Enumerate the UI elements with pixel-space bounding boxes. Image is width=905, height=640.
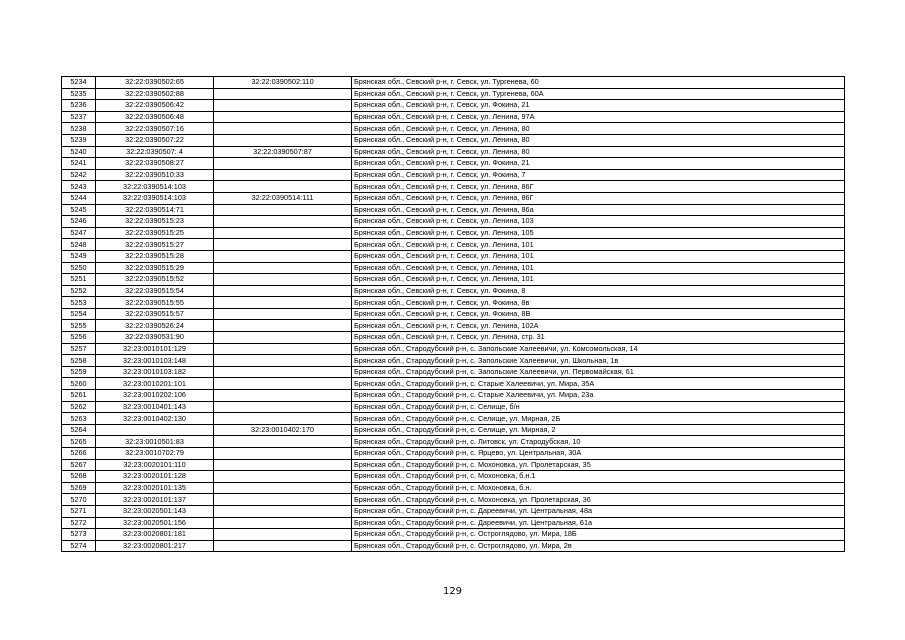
parent-cadastral-number-cell — [214, 181, 352, 193]
parent-cadastral-number-cell — [214, 505, 352, 517]
address-cell: Брянская обл., Стародубский р-н, с. Остроглядово, ул. Мира, 2в — [352, 540, 845, 552]
row-number-cell: 5256 — [62, 332, 96, 344]
cadastral-number-cell: 32:23:0020501:143 — [96, 505, 214, 517]
parent-cadastral-number-cell — [214, 169, 352, 181]
parent-cadastral-number-cell — [214, 366, 352, 378]
table-row — [62, 77, 845, 89]
address-cell: Брянская обл., Севский р-н, г. Севск, ул. Ленина, 80 — [352, 123, 845, 135]
table-row — [62, 100, 845, 112]
row-number-cell: 5240 — [62, 146, 96, 158]
cadastral-number-cell: 32:22:0390515:27 — [96, 239, 214, 251]
cadastral-number-cell: 32:22:0390515:57 — [96, 308, 214, 320]
cadastral-number-cell: 32:22:0390514:103 — [96, 181, 214, 193]
parent-cadastral-number-cell — [214, 378, 352, 390]
cadastral-number-cell: 32:23:0010202:106 — [96, 390, 214, 402]
cadastral-number-cell: 32:22:0390502:65 — [96, 77, 214, 89]
registry-table — [61, 76, 845, 552]
cadastral-number-cell: 32:22:0390515:25 — [96, 227, 214, 239]
row-number-cell: 5269 — [62, 482, 96, 494]
table-row — [62, 401, 845, 413]
parent-cadastral-number-cell: 32:22:0390507:87 — [214, 146, 352, 158]
row-number-cell: 5271 — [62, 505, 96, 517]
address-cell: Брянская обл., Стародубский р-н, с. Дареевичи, ул. Центральная, 61а — [352, 517, 845, 529]
cadastral-number-cell: 32:23:0010501:83 — [96, 436, 214, 448]
address-cell: Брянская обл., Севский р-н, г. Севск, ул. Тургенева, 60А — [352, 88, 845, 100]
table-row — [62, 471, 845, 483]
row-number-cell: 5252 — [62, 285, 96, 297]
row-number-cell: 5237 — [62, 111, 96, 123]
table-row — [62, 158, 845, 170]
address-cell: Брянская обл., Стародубский р-н, с. Селище, ул. Мирная, 2Б — [352, 413, 845, 425]
parent-cadastral-number-cell — [214, 482, 352, 494]
row-number-cell: 5250 — [62, 262, 96, 274]
address-cell: Брянская обл., Севский р-н, г. Севск, ул. Ленина, 86Г — [352, 192, 845, 204]
parent-cadastral-number-cell — [214, 459, 352, 471]
parent-cadastral-number-cell — [214, 216, 352, 228]
row-number-cell: 5238 — [62, 123, 96, 135]
table-row — [62, 192, 845, 204]
table-row — [62, 262, 845, 274]
table-row — [62, 123, 845, 135]
parent-cadastral-number-cell — [214, 390, 352, 402]
row-number-cell: 5270 — [62, 494, 96, 506]
address-cell: Брянская обл., Стародубский р-н, с. Старые Халеевичи, ул. Мира, 35А — [352, 378, 845, 390]
address-cell: Брянская обл., Стародубский р-н, с. Ярцево, ул. Центральная, 30А — [352, 448, 845, 460]
cadastral-number-cell: 32:23:0020101:110 — [96, 459, 214, 471]
row-number-cell: 5257 — [62, 343, 96, 355]
table-row — [62, 88, 845, 100]
address-cell: Брянская обл., Стародубский р-н, с. Мохоновка, б.н. — [352, 482, 845, 494]
address-cell: Брянская обл., Стародубский р-н, с. Мохоновка, ул. Пролетарская, 35 — [352, 459, 845, 471]
address-cell: Брянская обл., Севский р-н, г. Севск, ул. Ленина, 103 — [352, 216, 845, 228]
table-row — [62, 529, 845, 541]
table-row — [62, 239, 845, 251]
row-number-cell: 5243 — [62, 181, 96, 193]
address-cell: Брянская обл., Севский р-н, г. Севск, ул. Фокина, 21 — [352, 100, 845, 112]
parent-cadastral-number-cell — [214, 471, 352, 483]
table-row — [62, 459, 845, 471]
address-cell: Брянская обл., Стародубский р-н, с. Запольские Халеевичи, ул. Школьная, 1в — [352, 355, 845, 367]
row-number-cell: 5259 — [62, 366, 96, 378]
address-cell: Брянская обл., Севский р-н, г. Севск, ул. Фокина, 8 — [352, 285, 845, 297]
cadastral-number-cell: 32:23:0020501:156 — [96, 517, 214, 529]
cadastral-number-cell: 32:23:0010702:79 — [96, 448, 214, 460]
address-cell: Брянская обл., Севский р-н, г. Севск, ул. Ленина, 86Г — [352, 181, 845, 193]
row-number-cell: 5261 — [62, 390, 96, 402]
cadastral-number-cell: 32:22:0390515:28 — [96, 250, 214, 262]
parent-cadastral-number-cell — [214, 448, 352, 460]
table-row — [62, 343, 845, 355]
page-number: 129 — [442, 586, 463, 597]
address-cell: Брянская обл., Севский р-н, г. Севск, ул. Фокина, 21 — [352, 158, 845, 170]
cadastral-number-cell: 32:23:0020101:128 — [96, 471, 214, 483]
address-cell: Брянская обл., Стародубский р-н, с. Литовск, ул. Стародубская, 10 — [352, 436, 845, 448]
registry-table-body — [62, 77, 845, 552]
parent-cadastral-number-cell — [214, 204, 352, 216]
address-cell: Брянская обл., Стародубский р-н, с. Мохоновка, ул. Пролетарская, 36 — [352, 494, 845, 506]
address-cell: Брянская обл., Севский р-н, г. Севск, ул. Ленина, 102А — [352, 320, 845, 332]
table-row — [62, 308, 845, 320]
row-number-cell: 5273 — [62, 529, 96, 541]
row-number-cell: 5247 — [62, 227, 96, 239]
cadastral-number-cell: 32:23:0020101:135 — [96, 482, 214, 494]
table-row — [62, 482, 845, 494]
table-row — [62, 297, 845, 309]
parent-cadastral-number-cell — [214, 239, 352, 251]
address-cell: Брянская обл., Стародубский р-н, с. Дареевичи, ул. Центральная, 48а — [352, 505, 845, 517]
cadastral-number-cell: 32:22:0390515:54 — [96, 285, 214, 297]
row-number-cell: 5266 — [62, 448, 96, 460]
cadastral-number-cell: 32:22:0390510:33 — [96, 169, 214, 181]
row-number-cell: 5245 — [62, 204, 96, 216]
address-cell: Брянская обл., Севский р-н, г. Севск, ул. Ленина, стр. 31 — [352, 332, 845, 344]
address-cell: Брянская обл., Стародубский р-н, с. Запольские Халеевичи, ул. Первомайская, 61 — [352, 366, 845, 378]
row-number-cell: 5253 — [62, 297, 96, 309]
cadastral-number-cell: 32:22:0390515:23 — [96, 216, 214, 228]
cadastral-number-cell: 32:23:0010103:182 — [96, 366, 214, 378]
table-row — [62, 111, 845, 123]
address-cell: Брянская обл., Севский р-н, г. Севск, ул. Ленина, 105 — [352, 227, 845, 239]
parent-cadastral-number-cell — [214, 529, 352, 541]
address-cell: Брянская обл., Севский р-н, г. Севск, ул. Ленина, 101 — [352, 239, 845, 251]
address-cell: Брянская обл., Севский р-н, г. Севск, ул. Тургенева, 60 — [352, 77, 845, 89]
cadastral-number-cell: 32:23:0010401:143 — [96, 401, 214, 413]
row-number-cell: 5268 — [62, 471, 96, 483]
table-row — [62, 494, 845, 506]
cadastral-number-cell: 32:23:0010101:129 — [96, 343, 214, 355]
row-number-cell: 5263 — [62, 413, 96, 425]
table-row — [62, 332, 845, 344]
address-cell: Брянская обл., Севский р-н, г. Севск, ул. Ленина, 101 — [352, 274, 845, 286]
parent-cadastral-number-cell — [214, 285, 352, 297]
address-cell: Брянская обл., Севский р-н, г. Севск, ул. Ленина, 80 — [352, 134, 845, 146]
cadastral-number-cell: 32:23:0010201:101 — [96, 378, 214, 390]
parent-cadastral-number-cell — [214, 320, 352, 332]
cadastral-number-cell: 32:22:0390514:103 — [96, 192, 214, 204]
table-row — [62, 204, 845, 216]
cadastral-number-cell: 32:22:0390507:16 — [96, 123, 214, 135]
table-row — [62, 134, 845, 146]
address-cell: Брянская обл., Стародубский р-н, с. Селище, ул. Мирная, 2 — [352, 424, 845, 436]
cadastral-number-cell: 32:22:0390531:90 — [96, 332, 214, 344]
address-cell: Брянская обл., Севский р-н, г. Севск, ул. Ленина, 101 — [352, 250, 845, 262]
cadastral-number-cell: 32:22:0390507: 4 — [96, 146, 214, 158]
row-number-cell: 5236 — [62, 100, 96, 112]
row-number-cell: 5262 — [62, 401, 96, 413]
row-number-cell: 5267 — [62, 459, 96, 471]
parent-cadastral-number-cell — [214, 517, 352, 529]
parent-cadastral-number-cell — [214, 158, 352, 170]
row-number-cell: 5241 — [62, 158, 96, 170]
address-cell: Брянская обл., Стародубский р-н, с. Мохоновка, б.н.1 — [352, 471, 845, 483]
table-row — [62, 355, 845, 367]
table-row — [62, 216, 845, 228]
parent-cadastral-number-cell — [214, 494, 352, 506]
parent-cadastral-number-cell — [214, 343, 352, 355]
cadastral-number-cell: 32:23:0020101:137 — [96, 494, 214, 506]
parent-cadastral-number-cell — [214, 540, 352, 552]
parent-cadastral-number-cell — [214, 413, 352, 425]
address-cell: Брянская обл., Стародубский р-н, с. Старые Халеевичи, ул. Мира, 23а — [352, 390, 845, 402]
cadastral-number-cell: 32:23:0010103:148 — [96, 355, 214, 367]
address-cell: Брянская обл., Севский р-н, г. Севск, ул. Фокина, 7 — [352, 169, 845, 181]
table-row — [62, 413, 845, 425]
row-number-cell: 5265 — [62, 436, 96, 448]
row-number-cell: 5274 — [62, 540, 96, 552]
table-row — [62, 448, 845, 460]
parent-cadastral-number-cell — [214, 274, 352, 286]
parent-cadastral-number-cell — [214, 355, 352, 367]
parent-cadastral-number-cell — [214, 227, 352, 239]
parent-cadastral-number-cell — [214, 100, 352, 112]
table-row — [62, 366, 845, 378]
parent-cadastral-number-cell — [214, 332, 352, 344]
cadastral-number-cell: 32:22:0390515:55 — [96, 297, 214, 309]
row-number-cell: 5264 — [62, 424, 96, 436]
table-row — [62, 436, 845, 448]
table-row — [62, 390, 845, 402]
row-number-cell: 5242 — [62, 169, 96, 181]
row-number-cell: 5260 — [62, 378, 96, 390]
table-row — [62, 250, 845, 262]
table-row — [62, 274, 845, 286]
cadastral-number-cell: 32:22:0390515:52 — [96, 274, 214, 286]
parent-cadastral-number-cell: 32:23:0010402:170 — [214, 424, 352, 436]
row-number-cell: 5239 — [62, 134, 96, 146]
cadastral-number-cell: 32:22:0390507:22 — [96, 134, 214, 146]
parent-cadastral-number-cell — [214, 308, 352, 320]
cadastral-number-cell: 32:22:0390508:27 — [96, 158, 214, 170]
row-number-cell: 5254 — [62, 308, 96, 320]
cadastral-number-cell: 32:22:0390506:48 — [96, 111, 214, 123]
address-cell: Брянская обл., Севский р-н, г. Севск, ул. Ленина, 86а — [352, 204, 845, 216]
table-row — [62, 424, 845, 436]
address-cell: Брянская обл., Севский р-н, г. Севск, ул. Ленина, 97А — [352, 111, 845, 123]
table-row — [62, 227, 845, 239]
cadastral-number-cell — [96, 424, 214, 436]
parent-cadastral-number-cell: 32:22:0390502:110 — [214, 77, 352, 89]
cadastral-number-cell: 32:23:0020801:217 — [96, 540, 214, 552]
table-row — [62, 517, 845, 529]
parent-cadastral-number-cell — [214, 401, 352, 413]
cadastral-number-cell: 32:22:0390506:42 — [96, 100, 214, 112]
parent-cadastral-number-cell — [214, 436, 352, 448]
parent-cadastral-number-cell — [214, 134, 352, 146]
row-number-cell: 5244 — [62, 192, 96, 204]
row-number-cell: 5248 — [62, 239, 96, 251]
row-number-cell: 5235 — [62, 88, 96, 100]
row-number-cell: 5249 — [62, 250, 96, 262]
row-number-cell: 5258 — [62, 355, 96, 367]
address-cell: Брянская обл., Стародубский р-н, с. Остроглядово, ул. Мира, 18Б — [352, 529, 845, 541]
row-number-cell: 5234 — [62, 77, 96, 89]
parent-cadastral-number-cell: 32:22:0390514:111 — [214, 192, 352, 204]
address-cell: Брянская обл., Стародубский р-н, с. Селище, б/н — [352, 401, 845, 413]
table-row — [62, 146, 845, 158]
table-row — [62, 320, 845, 332]
address-cell: Брянская обл., Севский р-н, г. Севск, ул. Ленина, 80 — [352, 146, 845, 158]
table-row — [62, 285, 845, 297]
row-number-cell: 5246 — [62, 216, 96, 228]
parent-cadastral-number-cell — [214, 297, 352, 309]
address-cell: Брянская обл., Стародубский р-н, с. Запольские Халеевичи, ул. Комсомольская, 14 — [352, 343, 845, 355]
cadastral-number-cell: 32:23:0020801:181 — [96, 529, 214, 541]
table-row — [62, 540, 845, 552]
cadastral-number-cell: 32:22:0390515:29 — [96, 262, 214, 274]
table-row — [62, 169, 845, 181]
cadastral-number-cell: 32:22:0390502:88 — [96, 88, 214, 100]
cadastral-number-cell: 32:22:0390514:71 — [96, 204, 214, 216]
parent-cadastral-number-cell — [214, 262, 352, 274]
cadastral-number-cell: 32:22:0390526:24 — [96, 320, 214, 332]
row-number-cell: 5255 — [62, 320, 96, 332]
address-cell: Брянская обл., Севский р-н, г. Севск, ул. Фокина, 8В — [352, 308, 845, 320]
table-row — [62, 181, 845, 193]
cadastral-number-cell: 32:23:0010402:130 — [96, 413, 214, 425]
address-cell: Брянская обл., Севский р-н, г. Севск, ул. Ленина, 101 — [352, 262, 845, 274]
table-row — [62, 378, 845, 390]
row-number-cell: 5251 — [62, 274, 96, 286]
parent-cadastral-number-cell — [214, 123, 352, 135]
parent-cadastral-number-cell — [214, 250, 352, 262]
address-cell: Брянская обл., Севский р-н, г. Севск, ул. Фокина, 8в — [352, 297, 845, 309]
row-number-cell: 5272 — [62, 517, 96, 529]
parent-cadastral-number-cell — [214, 111, 352, 123]
table-row — [62, 505, 845, 517]
parent-cadastral-number-cell — [214, 88, 352, 100]
